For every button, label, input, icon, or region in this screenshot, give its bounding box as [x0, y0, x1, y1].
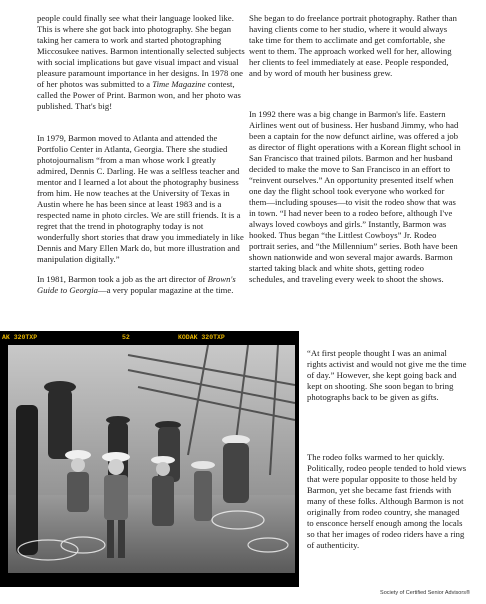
left-paragraph-3: In 1981, Barmon took a job as the art director of Brown's Guide to Georgia—a very popular magazine at the time.: [37, 274, 236, 295]
left-paragraph-1: people could finally see what their language looked like. This is where she got back into photography. She began taking her camera to work and started photographing Miccosukee natives. Barmon intentionally selected subjects with social implications but gave visual impact and visual pleasure paramount importance in her designs. In 1978 one of her photos was submitted to a Time Magazine contest, called the Power of Print. Barmon won, and her photo was published. That's big!: [37, 13, 245, 111]
right-paragraph-4: The rodeo folks warmed to her quickly. Politically, rodeo people tended to hold views that were popular opposite to those held by Barmon, yet she became fast friends with many of these folks. Although Barmon is not originally from rodeo country, she managed to ensconce herself enough among the locals so that her images of rodeo riders have a ring of authenticity.: [307, 452, 467, 550]
publisher-footer: Society of Certified Senior Advisors®: [380, 590, 470, 596]
right-paragraph-1: She began to do freelance portrait photography. Rather than having clients come to her studio, where it would always take time for them to acclimate and get comfortable, she went to them. The approach worked well for her, allowing her clients to feel immediately at ease. People responded, and by word of mouth her business grew.: [249, 13, 457, 78]
rodeo-photograph: [0, 331, 299, 587]
magazine-name: Brown's Guide to Georgia: [37, 274, 236, 295]
photo-image: [8, 345, 295, 573]
right-paragraph-3: “At first people thought I was an animal rights activist and would not give me the time of day.” However, she kept going back and kept on shooting. She soon began to bring photographs back to be given as gifts.: [307, 348, 467, 402]
photo-frame: [8, 345, 295, 573]
film-frame-number: 52: [122, 334, 130, 341]
film-edge-bottom: [0, 574, 299, 587]
magazine-title: Time Magazine: [152, 79, 206, 89]
film-edge-top: [0, 331, 299, 344]
film-edge-label-left: AK 320TXP: [2, 334, 38, 341]
right-paragraph-2: In 1992 there was a big change in Barmon's life. Eastern Airlines went out of business. Her husband Jimmy, who had been a captain for the now defunct airline, was offered a job as director of flight operations with a Korean flight school in San Francisco that trained pilots. Barmon and her husband decided to make the move to San Francisco in an effort to “reinvent ourselves.” An opportunity presented itself when one day the flight school took everyone who worked for them—including spouses—to visit the rodeo show that was in town. “I had never been to a rodeo before, although I've always loved cowboys and girls.” Instantly, Barmon was hooked. Thus began “the Littlest Cowboys” Jr. Rodeo portrait series, and “the Millennium” series. Both have been shown nationwide and won several major awards. Barmon started taking black and white shots, getting rodeo schedules, and traveling every week to shoot the shows.: [249, 109, 461, 284]
film-edge-label-right: KODAK 320TXP: [178, 334, 225, 341]
left-paragraph-2: In 1979, Barmon moved to Atlanta and attended the Portfolio Center in Atlanta, Georgia. There she studied photojournalism “from a man whose work I greatly admired, Dennis C. Darling. He was a selfless teacher and mentor and I learned a lot about the photography business from him. He now teaches at the University of Texas in Austin where he has been since at least 1983 and is a respected name in photo circles. We are still friends. It is a regret that the trend in photography today is not wonderfully short stories that draw you immediately in like Dennis and Mary Ellen Mark do, but more illustration and manipulation digitally.”: [37, 133, 244, 264]
